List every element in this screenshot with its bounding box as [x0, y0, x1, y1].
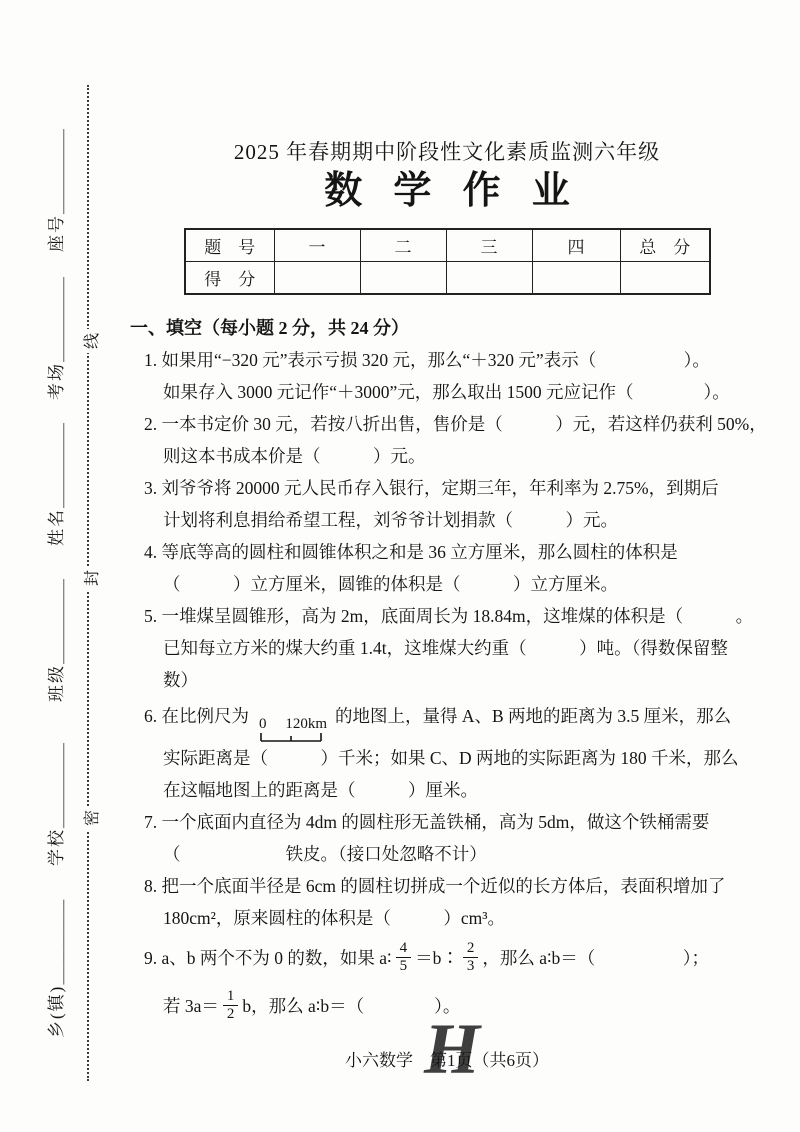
question-9-line2-pre: 若 3a＝: [163, 996, 219, 1016]
seat-number-blank: ＿＿＿＿＿: [47, 129, 66, 214]
exam-room-label: 考场: [47, 362, 66, 400]
paper-title: 数学作业: [324, 170, 601, 212]
name-label: 姓名: [47, 508, 66, 546]
name-blank: ＿＿＿＿＿: [47, 423, 66, 508]
question-7-line-1: 7. 一个底面内直径为 4dm 的圆柱形无盖铁桶，高为 5dm，做这个铁桶需要: [144, 812, 710, 832]
score-table-cell-two: 二: [360, 229, 446, 262]
school-blank: ＿＿＿＿＿: [47, 743, 66, 828]
score-table-empty-cell: [274, 262, 360, 295]
question-2-line-1: 2. 一本书定价 30 元，若按八折出售，售价是（ ）元，若这样仍获利 50%，: [144, 414, 767, 434]
seal-char-mi: 密: [79, 806, 102, 830]
township-blank: ＿＿＿＿＿: [47, 899, 66, 985]
seal-char-xian: 线: [79, 329, 102, 353]
seat-number-label: 座号: [47, 214, 66, 252]
question-6-text-pre: 6. 在比例尺为: [144, 706, 249, 726]
question-3-line-1: 3. 刘爷爷将 20000 元人民币存入银行，定期三年，年利率为 2.75%，到期后: [144, 478, 719, 498]
question-5-line-1: 5. 一堆煤呈圆锥形，高为 2m，底面周长为 18.84m，这堆煤的体积是（ 。: [144, 606, 754, 626]
fraction-denominator: 3: [466, 958, 475, 975]
question-4-line-1: 4. 等底等高的圆柱和圆锥体积之和是 36 立方厘米，那么圆柱的体积是: [144, 542, 678, 562]
watermark-letter-h: H: [424, 1009, 481, 1089]
page-footer: 小六数学 第1页（共6页）: [345, 1051, 549, 1070]
fraction-4-5: [396, 940, 412, 976]
score-table-empty-cell: [532, 262, 620, 295]
question-8-line-1: 8. 把一个底面半径是 6cm 的圆柱切拼成一个近似的长方体后，表面积增加了: [144, 876, 726, 896]
exam-room-blank: ＿＿＿＿＿: [47, 277, 66, 362]
question-6-line-3: 在这幅地图上的距离是（ ）厘米。: [163, 780, 478, 800]
question-4-line-2: （ ）立方厘米，圆锥的体积是（ ）立方厘米。: [163, 574, 618, 594]
school-field: [42, 743, 67, 866]
question-1-line-1: 1. 如果用“−320 元”表示亏损 320 元，那么“＋320 元”表示（ ）。: [144, 350, 710, 370]
seal-char-feng: 封: [79, 566, 102, 590]
question-6-text-post: 的地图上，量得 A、B 两地的距离为 3.5 厘米，那么: [335, 706, 732, 726]
fraction-2-3: [463, 940, 479, 976]
question-9-line-1: [144, 934, 764, 982]
fraction-numerator: 1: [223, 988, 239, 1006]
fraction-denominator: 5: [399, 958, 408, 975]
score-table-empty-cell: [446, 262, 532, 295]
score-table-cell-three: 三: [446, 229, 532, 262]
question-9-text-pre: 9. a、b 两个不为 0 的数，如果 a∶: [144, 948, 392, 968]
school-label: 学校: [47, 828, 66, 866]
fraction-numerator: 4: [396, 940, 412, 958]
main-content: [130, 138, 767, 1071]
class-field: [42, 579, 67, 702]
question-9-line2-post: b，那么 a∶b＝（ ）。: [242, 996, 461, 1016]
question-5-line-3: 数）: [163, 670, 198, 690]
class-label: 班级: [47, 664, 66, 702]
fraction-1-2: [223, 988, 239, 1024]
score-table-cell-tihao: 题 号: [185, 229, 274, 262]
class-blank: ＿＿＿＿＿: [47, 579, 66, 664]
score-table-cell-four: 四: [532, 229, 620, 262]
question-2-line-2: 则这本书成本价是（ ）元。: [163, 446, 426, 466]
question-8-line-2: 180cm²，原来圆柱的体积是（ ）cm³。: [163, 908, 506, 928]
name-field: [42, 423, 67, 546]
map-scale-bar: [257, 717, 327, 742]
township-label: 乡(镇): [47, 984, 66, 1038]
township-field: [42, 900, 67, 1038]
score-table-empty-cell: [360, 262, 446, 295]
question-9-text-mid: ＝b∶: [415, 948, 459, 968]
map-scale-bar-line: [259, 732, 323, 742]
question-7-line-2: （ 铁皮。（接口处忽略不计）: [163, 844, 487, 864]
fraction-numerator: 2: [463, 940, 479, 958]
fraction-denominator: 2: [226, 1006, 235, 1023]
exam-session-title: 2025 年春期期中阶段性文化素质监测六年级: [233, 140, 661, 164]
score-table-cell-total: 总 分: [620, 229, 710, 262]
map-scale-end-label: 120km: [285, 716, 327, 732]
question-6-line-1: [144, 696, 764, 742]
exam-room-field: [42, 277, 67, 400]
map-scale-start-label: 0: [259, 716, 267, 732]
score-table-empty-cell: [620, 262, 710, 295]
question-5-line-2: 已知每立方米的煤大约重 1.4t，这堆煤大约重（ ）吨。（得数保留整: [163, 638, 728, 658]
score-table-score-row: [185, 262, 710, 295]
question-6-line-2: 实际距离是（ ）千米；如果 C、D 两地的实际距离为 180 千米，那么: [163, 748, 739, 768]
question-9-text-post: ，那么 a∶b＝（ ）；: [482, 948, 710, 968]
seat-number-field: [42, 129, 67, 252]
score-table-cell-defen: 得 分: [185, 262, 274, 295]
section-one-heading: 一、填空（每小题 2 分，共 24 分）: [130, 318, 409, 338]
score-table-header-row: [185, 229, 710, 262]
question-1-line-2: 如果存入 3000 元记作“＋3000”元，那么取出 1500 元应记作（ ）。: [163, 382, 730, 402]
question-3-line-2: 计划将利息捐给希望工程，刘爷爷计划捐款（ ）元。: [163, 510, 618, 530]
score-table-cell-one: 一: [274, 229, 360, 262]
score-table: [184, 228, 711, 295]
